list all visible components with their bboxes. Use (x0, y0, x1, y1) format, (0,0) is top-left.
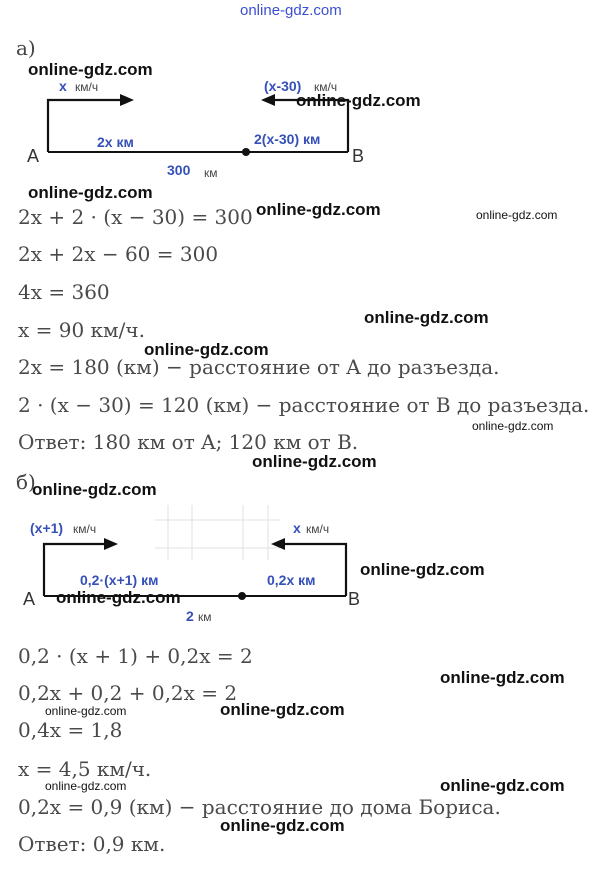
part-a-line-3: 4x = 360 (18, 280, 110, 304)
part-a-line-5: 2x = 180 (км) − расстояние от A до разъезда. (18, 355, 500, 379)
part-a-line-4: x = 90 км/ч. (18, 318, 145, 342)
diagram-a-point-b: B (352, 146, 365, 166)
watermark: online-gdz.com (45, 779, 127, 793)
watermark: online-gdz.com (144, 340, 269, 359)
part-b-line-4: x = 4,5 км/ч. (18, 757, 152, 781)
watermark: online-gdz.com (360, 560, 485, 579)
diagram-b-speed-a: (x+1) (30, 520, 64, 536)
part-b-line-2: 0,2x + 0,2 + 0,2x = 2 (18, 681, 238, 705)
diagram-a-total: 300 (167, 162, 191, 178)
watermark: online-gdz.com (472, 419, 554, 433)
part-b-line-1: 0,2 · (x + 1) + 0,2x = 2 (18, 644, 253, 668)
watermark: online-gdz.com (220, 700, 345, 719)
part-a-label: а) (16, 36, 36, 60)
part-a-line-6: 2 · (x − 30) = 120 (км) − расстояние от B до разъезда. (18, 393, 590, 417)
diagram-b-speed-b: x (293, 520, 301, 536)
diagram-a-speed-b-unit: км/ч (314, 80, 338, 94)
watermark: online-gdz.com (252, 452, 377, 471)
watermark: online-gdz.com (364, 308, 489, 327)
diagram-a-point-a: A (27, 146, 40, 166)
diagram-b-seg-a: 0,2·(x+1) км (80, 572, 159, 588)
watermark: online-gdz.com (28, 183, 153, 202)
watermark: online-gdz.com (28, 60, 153, 79)
diagram-a-speed-a-unit: км/ч (75, 80, 99, 94)
watermark: online-gdz.com (440, 668, 565, 687)
watermark: online-gdz.com (45, 704, 127, 718)
diagram-a-seg-b: 2(x-30) км (254, 131, 321, 147)
part-b-line-5: 0,2x = 0,9 (км) − расстояние до дома Бориса. (18, 795, 501, 819)
part-a-line-1: 2x + 2 · (x − 30) = 300 (18, 205, 253, 229)
part-b-line-3: 0,4x = 1,8 (18, 718, 123, 742)
diagram-b-point-a: A (23, 589, 36, 609)
watermark: online-gdz.com (296, 91, 421, 110)
diagram-a-speed-a: x (59, 78, 67, 94)
diagram-b-speed-b-unit: км/ч (306, 522, 330, 536)
part-b-answer: Ответ: 0,9 км. (18, 832, 166, 856)
diagram-a-seg-a: 2x км (97, 134, 134, 150)
watermark: online-gdz.com (56, 588, 181, 607)
diagram-a-speed-b: (x-30) (264, 78, 302, 94)
diagram-b-total: 2 (186, 608, 194, 624)
watermark: online-gdz.com (32, 480, 157, 499)
watermark: online-gdz.com (220, 816, 345, 835)
watermark: online-gdz.com (476, 208, 558, 222)
diagram-b-point-b: B (348, 589, 361, 609)
watermark: online-gdz.com (256, 200, 381, 219)
watermark-top: online-gdz.com (240, 2, 342, 19)
diagram-a-total-unit: км (204, 166, 218, 180)
watermark: online-gdz.com (440, 776, 565, 795)
part-a-line-2: 2x + 2x − 60 = 300 (18, 242, 219, 266)
part-b-label: б) (16, 470, 36, 494)
diagram-b-speed-a-unit: км/ч (73, 522, 97, 536)
part-a-answer: Ответ: 180 км от A; 120 км от B. (18, 430, 359, 454)
diagram-b-seg-b: 0,2x км (267, 572, 316, 588)
diagram-b-total-unit: км (198, 610, 212, 624)
